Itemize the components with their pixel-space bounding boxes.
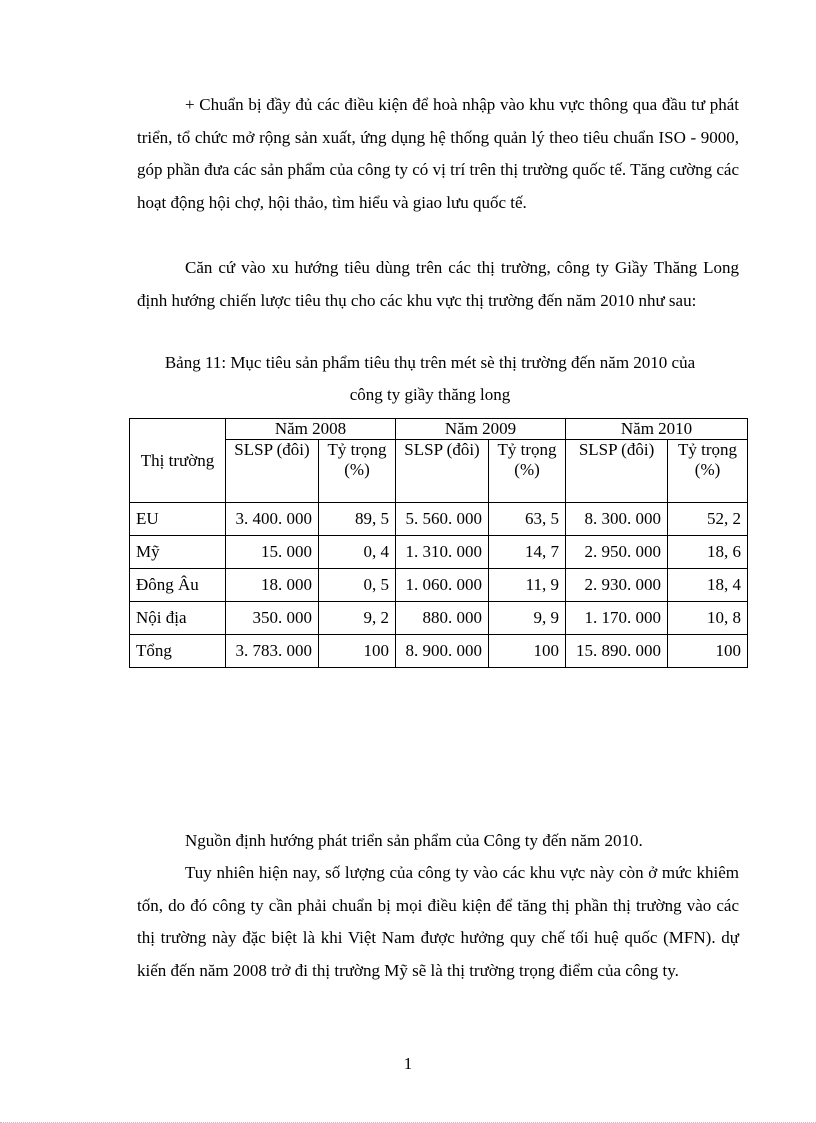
share-2010-cell: 52, 2 [668,503,748,536]
slsp-2008-cell: 15. 000 [226,536,319,569]
year-header-2008: Năm 2008 [226,419,396,440]
share-2008-cell: 100 [319,635,396,668]
slsp-2010-cell: 1. 170. 000 [566,602,668,635]
slsp-header-2010: SLSP (đôi) [566,440,668,503]
share-2008-cell: 89, 5 [319,503,396,536]
share-header-2010: Tỷ trọng (%) [668,440,748,503]
table-caption-line-1: Bảng 11: Mục tiêu sản phẩm tiêu thụ trên mét sè thị trường đến năm 2010 của [164,353,696,372]
slsp-header-2009: SLSP (đôi) [396,440,489,503]
market-column-header: Thị trường [130,419,226,503]
paragraph-market-strategy: Căn cứ vào xu hướng tiêu dùng trên các thị trường, công ty Giầy Thăng Long định hướng chiến lược tiêu thụ cho các khu vực thị trường đến năm 2010 như sau: [137,258,739,310]
slsp-2010-cell: 15. 890. 000 [566,635,668,668]
slsp-2010-cell: 2. 930. 000 [566,569,668,602]
slsp-2009-cell: 1. 310. 000 [396,536,489,569]
year-header-2010: Năm 2010 [566,419,748,440]
table-row-usa [130,536,748,569]
paragraph-iso-integration: + Chuẩn bị đầy đủ các điều kiện để hoà nhập vào khu vực thông qua đầu tư phát triển, tổ chức mở rộng sản xuất, ứng dụng hệ thống quản lý theo tiêu chuẩn ISO - 9000, góp phần đưa các sản phẩm của công ty có vị trí trên thị trường quốc tế. Tăng cường các hoạt động hội chợ, hội thảo, tìm hiểu và giao lưu quốc tế. [137,95,739,212]
share-2009-cell: 11, 9 [489,569,566,602]
share-header-2008: Tỷ trọng (%) [319,440,396,503]
table-row-domestic [130,602,748,635]
page-number: 1 [403,1054,413,1073]
share-2008-cell: 9, 2 [319,602,396,635]
slsp-2008-cell: 350. 000 [226,602,319,635]
share-2010-cell: 18, 6 [668,536,748,569]
share-2010-cell: 100 [668,635,748,668]
sales-target-table [129,418,748,668]
slsp-2010-cell: 2. 950. 000 [566,536,668,569]
slsp-2008-cell: 3. 783. 000 [226,635,319,668]
table-row-total [130,635,748,668]
table-row-eastern-europe [130,569,748,602]
market-cell: EU [130,503,226,536]
slsp-2008-cell: 3. 400. 000 [226,503,319,536]
table-row-eu [130,503,748,536]
share-header-2009: Tỷ trọng (%) [489,440,566,503]
paragraph-conclusion: Tuy nhiên hiện nay, số lượng của công ty vào các khu vực này còn ở mức khiêm tốn, do đó công ty cần phải chuẩn bị mọi điều kiện để tăng thị phần thị trường vào các thị trường này đặc biệt là khi Việt Nam được hưởng quy chế tối huệ quốc (MFN). dự kiến đến năm 2008 trở đi thị trường Mỹ sẽ là thị trường trọng điểm của công ty. [137,863,739,980]
share-2009-cell: 63, 5 [489,503,566,536]
slsp-2009-cell: 1. 060. 000 [396,569,489,602]
year-header-2009: Năm 2009 [396,419,566,440]
share-2008-cell: 0, 4 [319,536,396,569]
share-2009-cell: 14, 7 [489,536,566,569]
market-cell: Mỹ [130,536,226,569]
slsp-2010-cell: 8. 300. 000 [566,503,668,536]
slsp-2009-cell: 8. 900. 000 [396,635,489,668]
share-2009-cell: 100 [489,635,566,668]
share-2010-cell: 10, 8 [668,602,748,635]
share-2010-cell: 18, 4 [668,569,748,602]
share-2008-cell: 0, 5 [319,569,396,602]
share-2009-cell: 9, 9 [489,602,566,635]
slsp-2008-cell: 18. 000 [226,569,319,602]
table-header-years [130,419,748,440]
slsp-2009-cell: 5. 560. 000 [396,503,489,536]
table-source-note: Nguồn định hướng phát triển sản phẩm của Công ty đến năm 2010. [185,831,643,850]
market-cell: Nội địa [130,602,226,635]
market-cell: Tổng [130,635,226,668]
market-cell: Đông Âu [130,569,226,602]
table-caption-line-2: công ty giầy thăng long [349,385,511,404]
slsp-2009-cell: 880. 000 [396,602,489,635]
slsp-header-2008: SLSP (đôi) [226,440,319,503]
